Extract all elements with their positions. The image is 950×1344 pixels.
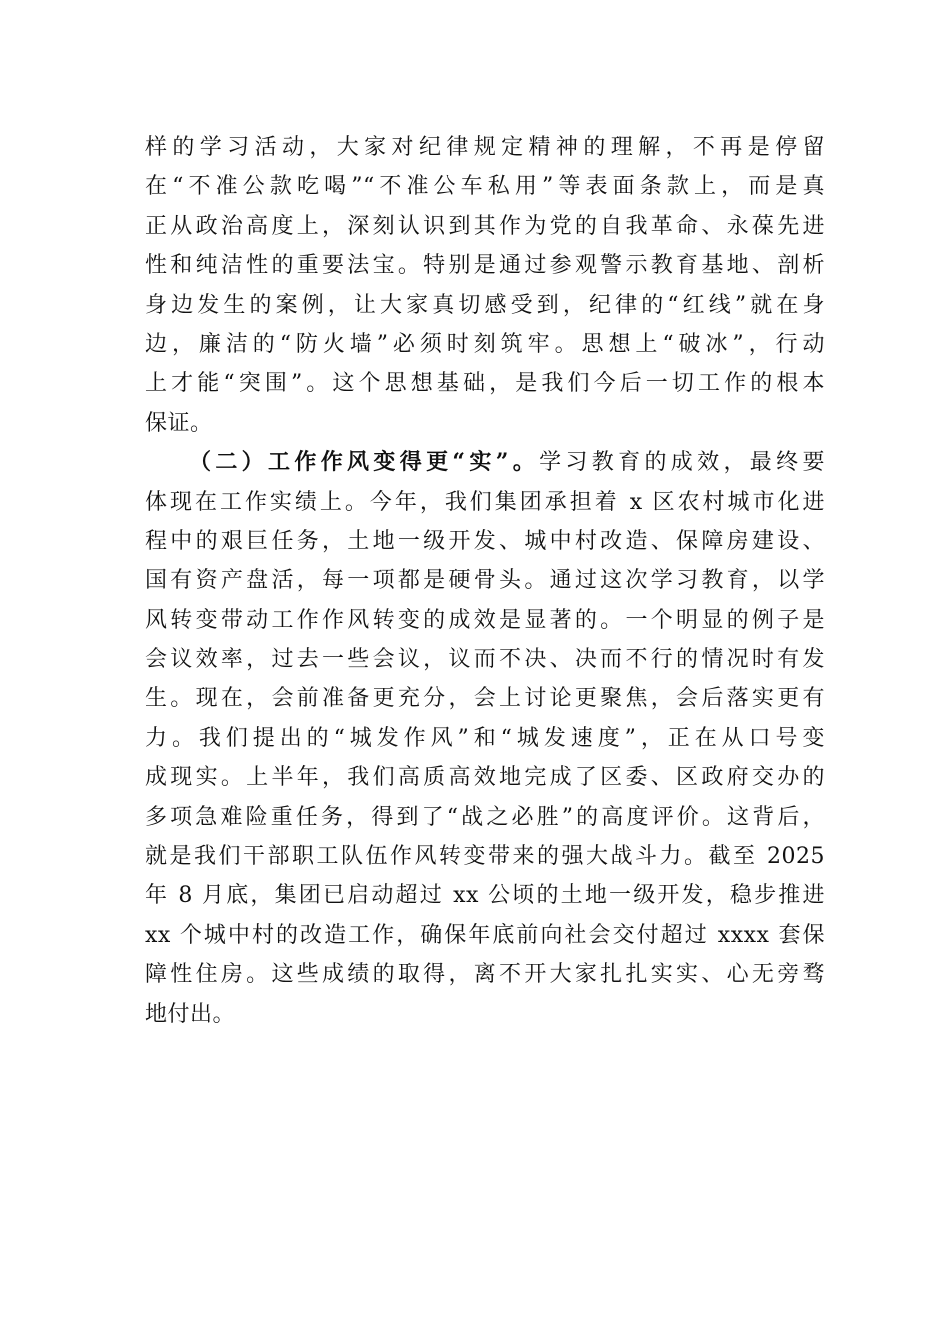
- paragraph-line: 体现在工作实绩上。今年，我们集团承担着 x 区农村城市化进: [145, 489, 825, 515]
- paragraph-line: 成现实。上半年，我们高质高效地完成了区委、区政府交办的: [145, 765, 825, 791]
- paragraph-line: 国有资产盘活，每一项都是硬骨头。通过这次学习教育，以学: [145, 568, 825, 594]
- paragraph-line-text: 学习教育的成效，最终要: [539, 450, 825, 476]
- paragraph-2: [145, 443, 825, 1034]
- paragraph-line: 边，廉洁的“防火墙”必须时刻筑牢。思想上“破冰”，行动: [145, 331, 825, 357]
- paragraph-line: 会议效率，过去一些会议，议而不决、决而不行的情况时有发: [145, 647, 825, 673]
- paragraph-line: 正从政治高度上，深刻认识到其作为党的自我革命、永葆先进: [145, 213, 825, 239]
- paragraph-line: 风转变带动工作作风转变的成效是显著的。一个明显的例子是: [145, 607, 825, 633]
- paragraph-line: 障性住房。这些成绩的取得，离不开大家扎扎实实、心无旁骛: [145, 962, 825, 988]
- paragraph-line: 性和纯洁性的重要法宝。特别是通过参观警示教育基地、剖析: [145, 253, 825, 279]
- paragraph-line: 就是我们干部职工队伍作风转变带来的强大战斗力。截至 2025: [145, 844, 825, 870]
- body-text: [145, 128, 825, 1034]
- paragraph-line: 力。我们提出的“城发作风”和“城发速度”，正在从口号变: [145, 725, 825, 751]
- paragraph-line: 多项急难险重任务，得到了“战之必胜”的高度评价。这背后，: [145, 804, 825, 830]
- paragraph-first-line: [145, 443, 825, 482]
- paragraph-line: 程中的艰巨任务，土地一级开发、城中村改造、保障房建设、: [145, 528, 825, 554]
- paragraph-line: 上才能“突围”。这个思想基础，是我们今后一切工作的根本: [145, 371, 825, 397]
- section-heading: （二）工作作风变得更“实”。: [189, 449, 540, 476]
- paragraph-1: [145, 128, 825, 443]
- paragraph-line: 地付出。: [145, 1001, 236, 1027]
- paragraph-line: 样的学习活动，大家对纪律规定精神的理解，不再是停留: [145, 135, 825, 160]
- paragraph-line: 生。现在，会前准备更充分，会上讨论更聚焦，会后落实更有: [145, 686, 825, 712]
- paragraph-line: 年 8 月底，集团已启动超过 xx 公顷的土地一级开发，稳步推进: [145, 883, 825, 909]
- paragraph-line: xx 个城中村的改造工作，确保年底前向社会交付超过 xxxx 套保: [145, 922, 825, 948]
- paragraph-line: 身边发生的案例，让大家真切感受到，纪律的“红线”就在身: [145, 292, 825, 318]
- paragraph-line: 在“不准公款吃喝”“不准公车私用”等表面条款上，而是真: [145, 174, 825, 200]
- paragraph-line: 保证。: [145, 410, 213, 436]
